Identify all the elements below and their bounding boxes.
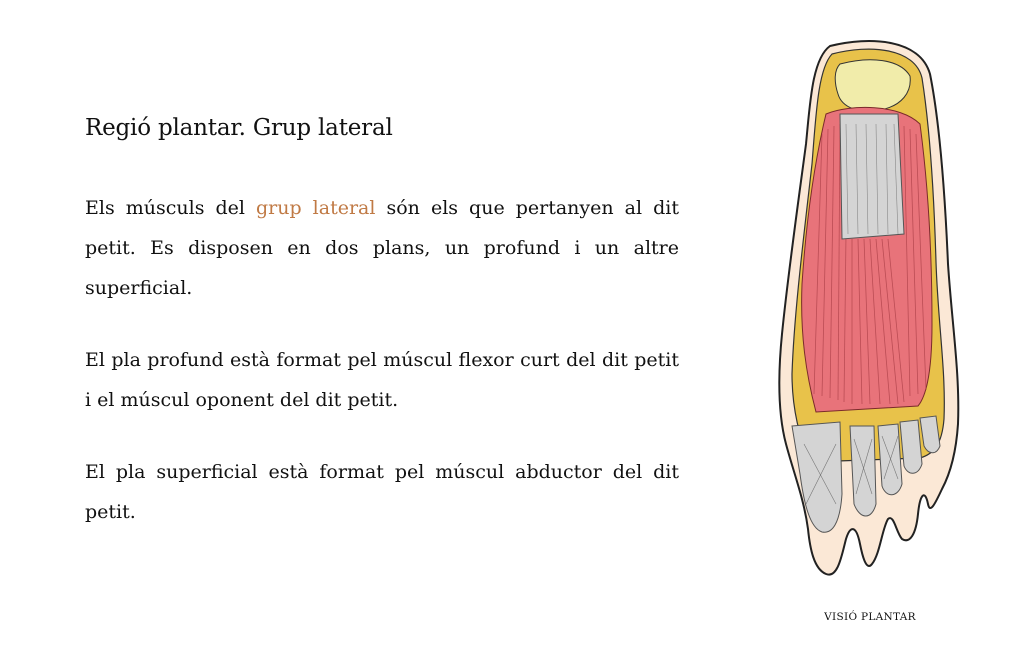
foot-plantar-illustration <box>770 34 970 584</box>
paragraph-deep-plane: El pla profund està format pel múscul flexor curt del dit petit i el múscul oponent del dit petit. <box>85 349 679 411</box>
paragraph-intro-start: Els músculs del <box>85 197 256 219</box>
paragraph-intro <box>85 188 679 308</box>
paragraph-intro-end: són els que pertanyen al dit petit. Es disposen en dos plans, un profund i un altre superficial. <box>85 197 679 299</box>
paragraph-superficial-plane: El pla superficial està format pel múscul abductor del dit petit. <box>85 461 679 523</box>
figure-caption: VISIÓ PLANTAR <box>824 611 916 623</box>
page-title: Regió plantar. Grup lateral <box>85 115 393 141</box>
lateral-group-highlight: grup lateral <box>256 197 376 219</box>
main-content <box>85 112 679 564</box>
